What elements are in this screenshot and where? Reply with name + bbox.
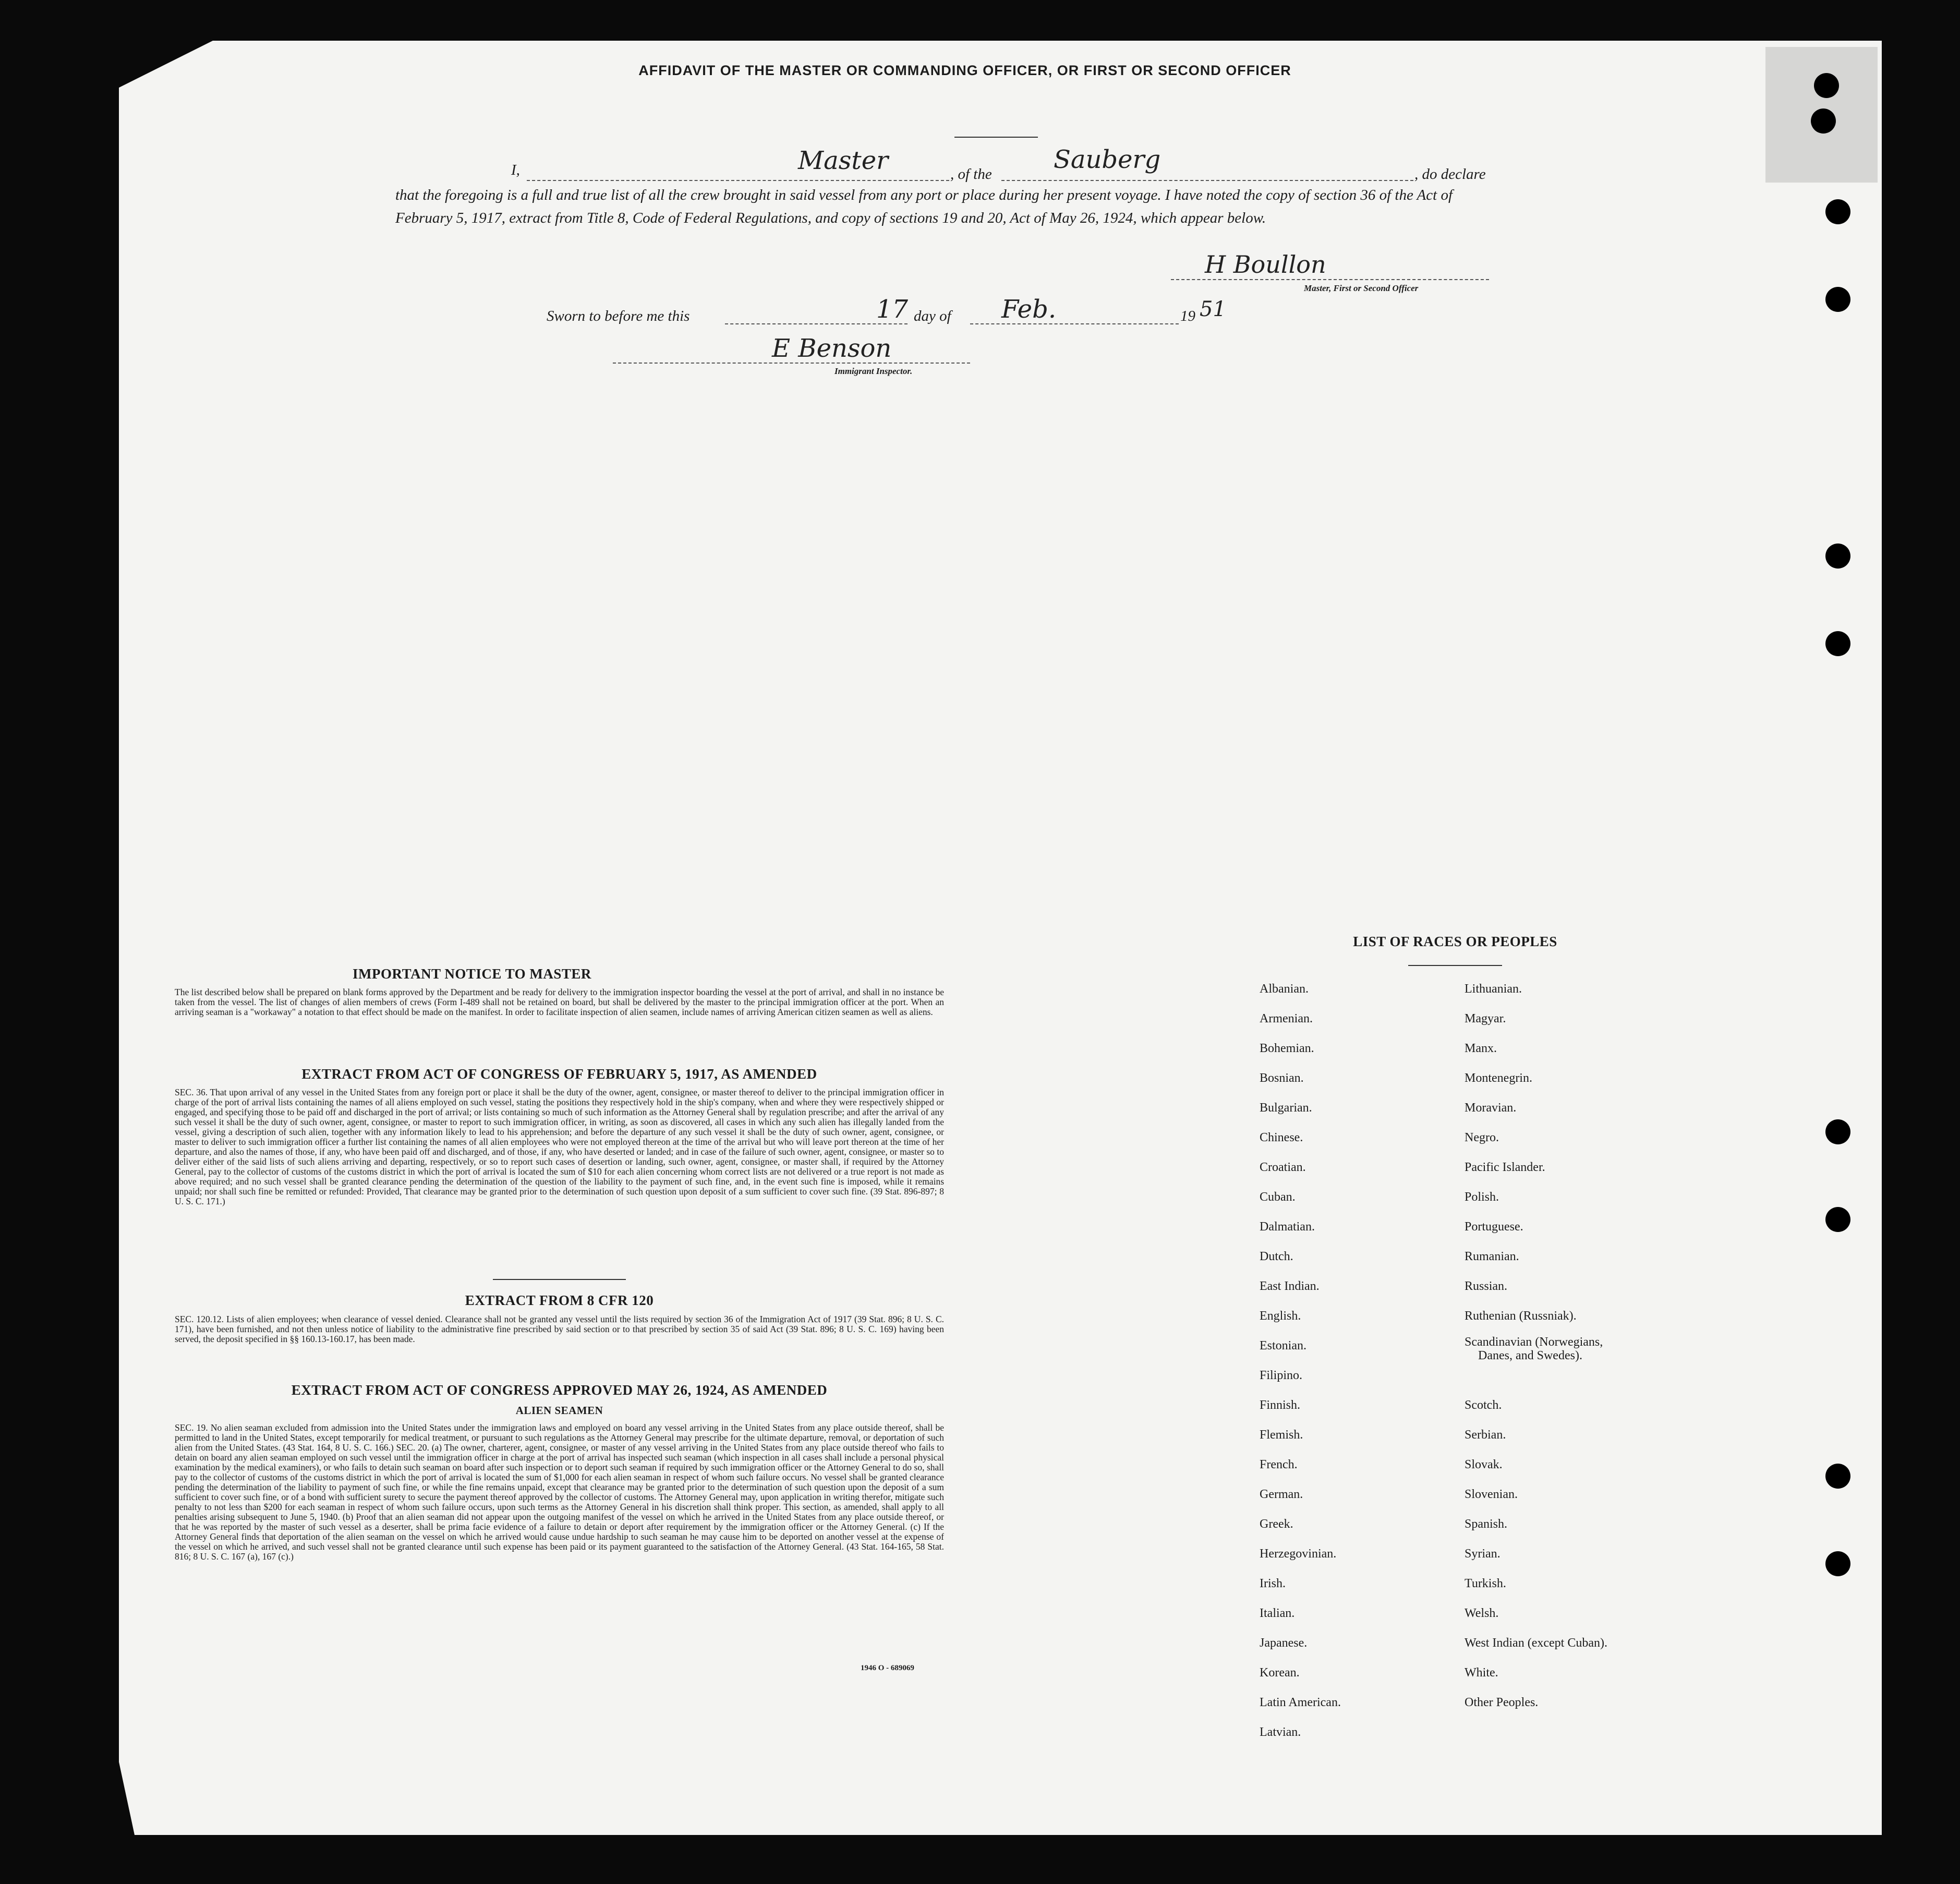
punch-hole xyxy=(1825,199,1850,224)
vessel-dots xyxy=(1001,180,1413,181)
of-the-label: , of the xyxy=(950,166,992,183)
inspector-caption: Immigrant Inspector. xyxy=(834,366,913,376)
race-item: Dalmatian. xyxy=(1260,1220,1315,1234)
year-prefix: 19 xyxy=(1180,308,1195,324)
race-item: Manx. xyxy=(1465,1042,1497,1055)
race-item: Italian. xyxy=(1260,1607,1295,1620)
race-item: Other Peoples. xyxy=(1465,1696,1539,1709)
signature-handwriting: H Boullon xyxy=(1205,250,1326,279)
race-item: Negro. xyxy=(1465,1131,1499,1144)
race-item-line: Danes, and Swedes). xyxy=(1478,1349,1582,1362)
vessel-handwriting: Sauberg xyxy=(1054,145,1161,174)
race-item: Albanian. xyxy=(1260,982,1309,996)
race-item: Dutch. xyxy=(1260,1250,1293,1263)
punch-hole xyxy=(1825,1207,1850,1232)
day-of-label: day of xyxy=(914,308,951,324)
race-item: Filipino. xyxy=(1260,1369,1303,1382)
punch-hole xyxy=(1825,287,1850,312)
race-item: Irish. xyxy=(1260,1577,1286,1590)
races-rule xyxy=(1408,965,1502,966)
race-item: Croatian. xyxy=(1260,1161,1306,1174)
inspector-handwriting: E Benson xyxy=(772,334,892,363)
race-item: Scotch. xyxy=(1465,1398,1502,1412)
extract-1924-heading: EXTRACT FROM ACT OF CONGRESS APPROVED MAY 26, 1924, AS AMENDED xyxy=(291,1382,828,1398)
race-item: Latvian. xyxy=(1260,1725,1301,1739)
affidavit-title: AFFIDAVIT OF THE MASTER OR COMMANDING OFFICER, OR FIRST OR SECOND OFFICER xyxy=(638,63,1291,78)
races-heading: LIST OF RACES OR PEOPLES xyxy=(1353,934,1557,949)
race-item: Ruthenian (Russniak). xyxy=(1465,1309,1577,1323)
notice-text: The list described below shall be prepared on blank forms approved by the Department and be ready for delivery to the immigration inspector boarding the vessel at the port of arrival, and shall in no instance be taken from the vessel. The list of changes of alien members of crews (Form I-489 shall not be retained on board, but shall be delivered by the master to the principal immigration officer at the port. When an arriving seaman is a "workaway" a notation to that effect should be made on the manifest. In order to facilitate inspection of alien seamen, include names of arriving American citizen seamen as well as aliens. xyxy=(175,987,944,1017)
race-item: Turkish. xyxy=(1465,1577,1506,1590)
race-item: Moravian. xyxy=(1465,1101,1517,1115)
race-item: English. xyxy=(1260,1309,1301,1323)
master-handwriting: Master xyxy=(798,146,889,175)
race-item: Syrian. xyxy=(1465,1547,1501,1561)
affidavit-i: I, xyxy=(511,162,520,178)
race-item: Polish. xyxy=(1465,1190,1499,1204)
race-item: Flemish. xyxy=(1260,1428,1303,1442)
race-item: Bohemian. xyxy=(1260,1042,1314,1055)
race-item: Herzegovinian. xyxy=(1260,1547,1337,1561)
race-item: Russian. xyxy=(1465,1279,1508,1293)
race-item: Lithuanian. xyxy=(1465,982,1522,996)
rule-1917 xyxy=(493,1279,626,1280)
race-item: Bosnian. xyxy=(1260,1071,1304,1085)
races-column-2 xyxy=(1465,974,1607,1718)
race-item: Greek. xyxy=(1260,1517,1293,1531)
signature-caption: Master, First or Second Officer xyxy=(1304,283,1419,293)
punch-hole xyxy=(1825,544,1850,569)
extract-cfr-text: SEC. 120.12. Lists of alien employees; when clearance of vessel denied. Clearance shall not be granted any vessel until the lists required by section 36 of the Immigration Act of 1917 (39 Stat. 896; 8 U. S. C. 171), have been furnished, and not then unless notice of liability to the administrative fine prescribed by said section or to that prescribed by section 35 of said Act (39 Stat. 896; 8 U. S. C. 169) having been served, the deposit specified in §§ 160.13-160.17, has been made. xyxy=(175,1314,944,1344)
race-item: Spanish. xyxy=(1465,1517,1508,1531)
document-page xyxy=(119,41,1882,1835)
print-code: 1946 O - 689069 xyxy=(861,1664,914,1672)
race-item: Portuguese. xyxy=(1465,1220,1523,1234)
year-handwriting: 51 xyxy=(1200,297,1226,321)
race-item: Montenegrin. xyxy=(1465,1071,1532,1085)
punch-hole xyxy=(1825,1464,1850,1489)
race-item: Latin American. xyxy=(1260,1696,1341,1709)
race-item: Pacific Islander. xyxy=(1465,1161,1545,1174)
race-item: West Indian (except Cuban). xyxy=(1465,1636,1607,1650)
race-item: Welsh. xyxy=(1465,1607,1499,1620)
race-item: Estonian. xyxy=(1260,1339,1306,1352)
race-item: Rumanian. xyxy=(1465,1250,1519,1263)
race-item: Cuban. xyxy=(1260,1190,1296,1204)
race-item: Korean. xyxy=(1260,1666,1300,1680)
race-item: Finnish. xyxy=(1260,1398,1301,1412)
race-item: Japanese. xyxy=(1260,1636,1308,1650)
extract-1924-text: SEC. 19. No alien seaman excluded from admission into the United States under the immigration laws and employed on board any vessel arriving in the United States from any place outside thereof, shall be permitted to land in the United States, except temporarily for medical treatment, or pursuant to such regulations as the Attorney General may prescribe for the ultimate departure, removal, or deportation of such alien from the United States. (43 Stat. 164, 8 U. S. C. 166.) SEC. 20. (a) The owner, charterer, agent, consignee, or master of any vessel arriving in the United States from any place outside thereof who fails to detain on board any alien seaman employed on such vessel until the immigration officer in charge at the port of arrival has inspected such seaman (which inspection in all cases shall include a personal physical examination by the medical examiners), or who fails to detain such seaman on board after such inspection or to deport such seaman if required by such immigration officer or the Attorney General to do so, shall pay to the collector of customs of the customs district in which the port of arrival is located the sum of $1,000 for each alien seaman in respect of whom such failure occurs. No vessel shall be granted clearance pending the determination of the liability to payment of such fine, or while the fine remains unpaid, except that clearance may be granted prior to the determination of such question upon the deposit of a sum sufficient to cover such fine, or of a bond with sufficient surety to secure the payment thereof approved by the collector of customs. The Attorney General may, upon application in writing therefor, mitigate such penalty to not less than $200 for each seaman in respect of whom such failure occurs, upon such terms as the Attorney General in his discretion shall think proper. This section, as amended, shall apply to all penalties arising subsequent to June 5, 1940. (b) Proof that an alien seaman did not appear upon the outgoing manifest of the vessel on which he arrived in the United States from any place outside thereof, or that he was reported by the master of such vessel as a deserter, shall be prima facie evidence of a failure to detain or deport after requirement by the immigration officer or the Attorney General. (c) If the Attorney General finds that deportation of the alien seaman on the vessel on which he arrived would cause undue hardship to such seaman he may cause him to be deported on another vessel at the expense of the vessel on which he arrived, and such vessel shall not be granted clearance until such expense has been paid or its payment guaranteed to the satisfaction of the Attorney General. (43 Stat. 164-165, 58 Stat. 816; 8 U. S. C. 167 (a), 167 (c).) xyxy=(175,1422,944,1562)
punch-hole xyxy=(1825,631,1850,656)
race-item: German. xyxy=(1260,1488,1303,1501)
punch-hole xyxy=(1825,1119,1850,1144)
race-item: Slovak. xyxy=(1465,1458,1503,1471)
race-item: Slovenian. xyxy=(1465,1488,1518,1501)
race-item: White. xyxy=(1465,1666,1498,1680)
race-item: French. xyxy=(1260,1458,1298,1471)
affidavit-text: that the foregoing is a full and true list of all the crew brought in said vessel from any port or place during her present voyage. I have noted the copy of section 36 of the Act of February 5, 1917, extract from Title 8, Code of Federal Regulations, and copy of sections 19 and 20, Act of May 26, 1924, which appear below. xyxy=(395,187,1453,226)
race-item: Chinese. xyxy=(1260,1131,1303,1144)
punch-hole xyxy=(1814,73,1839,98)
notice-heading: IMPORTANT NOTICE TO MASTER xyxy=(353,966,591,982)
races-column-1 xyxy=(1260,974,1341,1747)
extract-1917-heading: EXTRACT FROM ACT OF CONGRESS OF FEBRUARY 5, 1917, AS AMENDED xyxy=(301,1066,817,1082)
alien-seamen-subheading: ALIEN SEAMEN xyxy=(515,1404,603,1417)
signature-dots xyxy=(1171,279,1489,280)
race-item: Armenian. xyxy=(1260,1012,1313,1025)
race-item: East Indian. xyxy=(1260,1279,1320,1293)
race-item: Serbian. xyxy=(1465,1428,1506,1442)
master-dots xyxy=(527,180,949,181)
inspector-dots xyxy=(613,363,970,364)
do-declare-label: , do declare xyxy=(1414,166,1486,183)
month-handwriting: Feb. xyxy=(1001,295,1057,324)
title-rule xyxy=(954,137,1038,138)
race-item-line: Scandinavian (Norwegians, xyxy=(1465,1335,1603,1349)
race-item: Magyar. xyxy=(1465,1012,1506,1025)
sworn-label: Sworn to before me this xyxy=(547,308,690,324)
race-item-scandinavian xyxy=(1465,1331,1607,1361)
extract-cfr-heading: EXTRACT FROM 8 CFR 120 xyxy=(465,1293,654,1308)
day-handwriting: 17 xyxy=(876,295,909,324)
punch-hole xyxy=(1811,108,1836,134)
punch-hole xyxy=(1825,1551,1850,1576)
race-item: Bulgarian. xyxy=(1260,1101,1312,1115)
extract-1917-text: SEC. 36. That upon arrival of any vessel in the United States from any foreign port or place it shall be the duty of the owner, agent, consignee, or master thereof to deliver to the principal immigration officer in charge of the port of arrival lists containing the names of all aliens employed on such vessel, stating the positions they respectively hold in the ship's company, when and where they were respectively shipped or engaged, and specifying those to be paid off and discharged in the port of arrival; or lists containing so much of such information as the Attorney General shall by regulation prescribe; and after the arrival of any such vessel it shall be the duty of such owner, agent, consignee, or master to report to such immigration officer, in writing, as soon as discovered, all cases in which any such alien has illegally landed from the vessel, giving a description of such alien, together with any information likely to lead to his apprehension; and before the departure of any such vessel it shall be the duty of such owner, agent, consignee, or master to deliver to such immigration officer a further list containing the names of all alien employees who were not employed thereon at the time of the arrival but who will leave port thereon at the time of her departure, and also the names of those, if any, who have been paid off and discharged, and of those, if any, who have deserted or landed; and in case of the failure of such owner, agent, consignee, or master so to deliver either of the said lists of such aliens arriving and departing, respectively, or so to report such cases of desertion or landing, such owner, agent, consignee, or master shall, if required by the Attorney General, pay to the collector of customs of the customs district in which the port of arrival is located the sum of $10 for each alien concerning whom correct lists are not delivered or a true report is not made as above required; and no such vessel shall be granted clearance pending the determination of the question of the liability to the payment of such fine, and, in the event such fine is imposed, while it remains unpaid; nor shall such fine be remitted or refunded: Provided, That clearance may be granted prior to the determination of such question upon deposit of a sum sufficient to cover such fine. (39 Stat. 896-897; 8 U. S. C. 171.) xyxy=(175,1087,944,1206)
